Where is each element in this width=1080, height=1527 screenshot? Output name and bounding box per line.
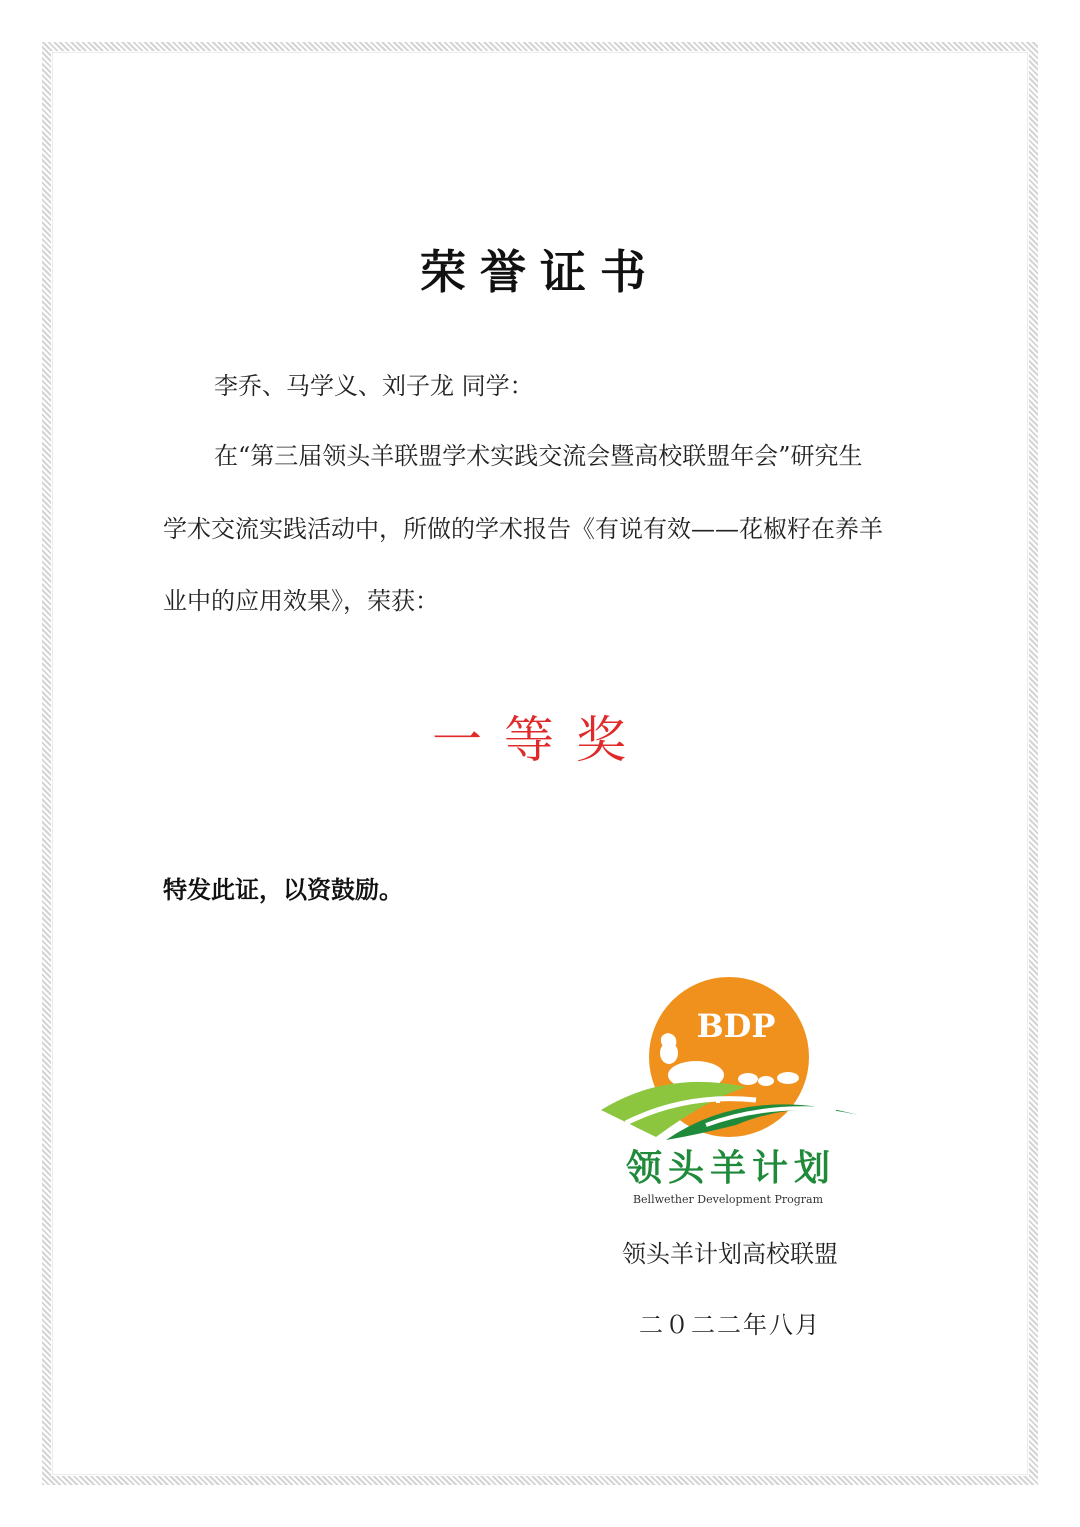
recipient-line: 李乔、马学义、刘子龙 同学：: [214, 372, 534, 400]
award-title: 一等奖: [432, 711, 648, 769]
issuing-organization: 领头羊计划高校联盟: [622, 1240, 838, 1268]
logo-name-en: Bellwether Development Program: [632, 1193, 824, 1206]
logo-acronym: BDP: [696, 1007, 776, 1045]
bdp-logo: [596, 975, 866, 1215]
body-line-3: 业中的应用效果》，荣获：: [163, 587, 439, 615]
issue-date: 二０二二年八月: [639, 1311, 821, 1339]
certificate-title: 荣誉证书: [420, 245, 660, 299]
closing-text: 特发此证，以资鼓励。: [163, 876, 403, 904]
logo-name-cn: 领头羊计划: [625, 1148, 837, 1189]
body-line-2: 学术交流实践活动中，所做的学术报告《有说有效——花椒籽在养羊: [163, 515, 883, 543]
body-line-1: 在“第三届领头羊联盟学术实践交流会暨高校联盟年会”研究生: [214, 442, 863, 470]
